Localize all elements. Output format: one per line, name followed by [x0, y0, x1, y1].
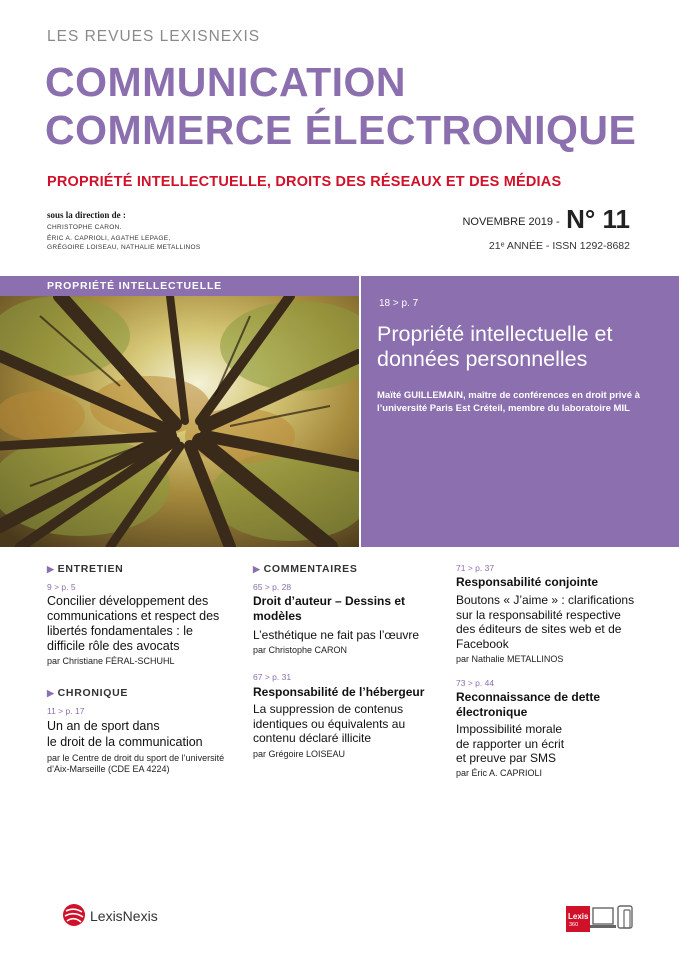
commentaire2-byline: par Grégoire LOISEAU: [253, 749, 346, 759]
direction-line-2: ÉRIC A. CAPRIOLI, AGATHE LEPAGE,: [47, 235, 171, 242]
issue-date: NOVEMBRE 2019 -: [462, 216, 560, 228]
entretien-byline: par Christiane FÉRAL-SCHUHL: [47, 656, 175, 666]
chronique-byline: par le Centre de droit du sport de l’université d’Aix-Marseille (CDE EA 4224): [47, 753, 225, 774]
entretien-title[interactable]: Concilier développement des communications et respect des libertés fondamentales : le difficile rôle des avocats: [47, 594, 220, 653]
journal-subtitle: PROPRIÉTÉ INTELLECTUELLE, DROITS DES RÉSEAUX ET DES MÉDIAS: [47, 174, 562, 190]
direction-label: sous la direction de :: [47, 210, 126, 220]
section-commentaires: ▶ COMMENTAIRES: [253, 563, 358, 575]
chronique-ref: 11 > p. 17: [47, 706, 85, 716]
issue-info: [462, 204, 630, 235]
section-chronique: ▶ CHRONIQUE: [47, 687, 129, 699]
commentaire1-byline: par Christophe CARON: [253, 645, 348, 655]
feature-author: Maïté GUILLEMAIN, maître de conférences en droit privé à l’université Paris Est Créteil, membre du laboratoire MIL: [377, 390, 640, 414]
commentaire1-head[interactable]: Droit d’auteur – Dessins et modèles: [253, 594, 406, 623]
badge-sub: 360: [569, 922, 579, 928]
commentaire3-ref: 71 > p. 37: [456, 563, 495, 573]
forest-canopy-illustration: [0, 296, 359, 547]
direction-line-3: GRÉGOIRE LOISEAU, NATHALIE METALLINOS: [47, 244, 201, 251]
commentaire1-body[interactable]: L’esthétique ne fait pas l’œuvre: [253, 628, 420, 642]
publisher-name: LexisNexis: [90, 908, 158, 924]
commentaire3-head[interactable]: Responsabilité conjointe: [456, 575, 599, 589]
feature-section-label: PROPRIÉTÉ INTELLECTUELLE: [47, 280, 222, 292]
issue-number: N° 11: [566, 204, 630, 234]
commentaire3-byline: par Nathalie METALLINOS: [456, 654, 564, 664]
lexisnexis-logo: [62, 903, 158, 932]
commentaire3-body[interactable]: Boutons « J’aime » : clarifications sur la responsabilité respective des éditeurs de sites web et de Facebook: [456, 593, 635, 651]
triangle-right-icon: ▶: [47, 688, 55, 698]
commentaire4-body-line2[interactable]: de rapporter un écrit: [456, 737, 565, 751]
cover-photo-trees: [0, 296, 359, 547]
commentaire4-ref: 73 > p. 44: [456, 678, 495, 688]
issn-line: 21ᵉ ANNÉE - ISSN 1292-8682: [488, 240, 630, 252]
feature-panel: [361, 276, 679, 547]
series-label: LES REVUES LEXISNEXIS: [47, 28, 261, 45]
commentaire4-body-line3[interactable]: et preuve par SMS: [456, 751, 557, 765]
entretien-ref: 9 > p. 5: [47, 582, 76, 592]
badge-text: Lexis: [568, 912, 589, 921]
commentaire2-head[interactable]: Responsabilité de l’hébergeur: [253, 685, 425, 699]
chronique-title-line1[interactable]: Un an de sport dans: [47, 719, 160, 733]
triangle-right-icon: ▶: [47, 564, 55, 574]
feature-title[interactable]: Propriété intellectuelle et données personnelles: [377, 322, 613, 371]
commentaire4-head[interactable]: Reconnaissance de dette électronique: [456, 690, 601, 719]
lexis360-badge: [566, 900, 636, 939]
chronique-title-line2[interactable]: le droit de la communication: [47, 735, 203, 749]
journal-title-line2: COMMERCE ÉLECTRONIQUE: [45, 107, 637, 153]
triangle-right-icon: ▶: [253, 564, 261, 574]
commentaire4-body-line1[interactable]: Impossibilité morale: [456, 722, 563, 736]
journal-title-line1: COMMUNICATION: [45, 59, 407, 105]
commentaire2-body[interactable]: La suppression de contenus identiques ou équivalents au contenu déclaré illicite: [253, 702, 406, 745]
direction-line-1: CHRISTOPHE CARON.: [47, 224, 122, 231]
feature-ref: 18 > p. 7: [379, 298, 419, 309]
feature-section-tab: [0, 276, 359, 296]
commentaire2-ref: 67 > p. 31: [253, 672, 292, 682]
commentaire1-ref: 65 > p. 28: [253, 582, 292, 592]
section-entretien: ▶ ENTRETIEN: [47, 563, 124, 575]
lexisnexis-globe-icon: [62, 903, 86, 927]
commentaire4-byline: par Éric A. CAPRIOLI: [456, 768, 543, 778]
